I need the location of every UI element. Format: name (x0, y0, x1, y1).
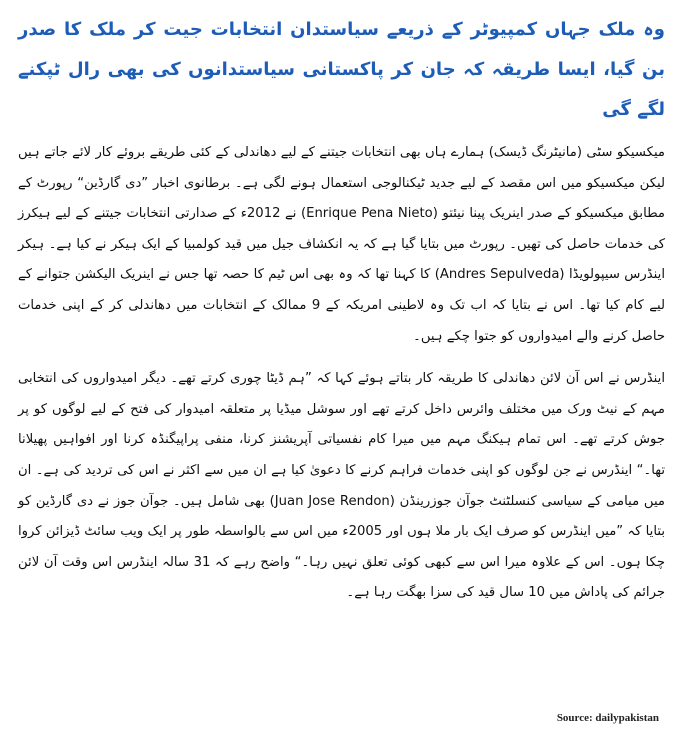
article-paragraph-1: میکسیکو سٹی (مانیٹرنگ ڈیسک) ہمارے ہاں بھی انتخابات جیتنے کے لیے دھاندلی کے کئی طریقے بروئے کار لائے جاتے ہیں لیکن میکسیکو میں اس مقصد کے لیے جدید ٹیکنالوجی استعمال ہونے لگی ہے۔ برطانوی اخبار ”دی گارڈین“ رپورٹ کے مطابق میکسیکو کے صدر اینریک پینا نیئتو (Enrique Pena Nieto) نے 2012ء کے صدارتی انتخابات جیتنے کے لیے ہیکرز کی خدمات حاصل کی تھیں۔ رپورٹ میں بتایا گیا ہے کہ یہ انکشاف جیل میں قید کولمبیا کے ایک ہیکر نے کیا ہے۔ ہیکر اینڈرس سیپولویڈا (Andres Sepulveda) کا کہنا تھا کہ وہ بھی اس ٹیم کا حصہ تھا جس نے اینریک الیکشن جتوانے کے لیے کام کیا تھا۔ اس نے بتایا کہ اب تک وہ لاطینی امریکہ کے 9 ممالک کے انتخابات میں دھاندلی کر کے اپنی خدمات حاصل کرنے والے امیدواروں کو جتوا چکے ہیں۔ (18, 145, 665, 344)
source-credit: Source: dailypakistan (556, 712, 659, 724)
article-paragraph-2: اینڈرس نے اس آن لائن دھاندلی کا طریقہ کار بتاتے ہوئے کہا کہ ”ہم ڈیٹا چوری کرتے تھے۔ دیگر امیدواروں کی انتخابی مہم کے نیٹ ورک میں مختلف وائرس داخل کرتے تھے اور سوشل میڈیا پر متعلقہ امیدوار کی فتح کے لیے لوگوں کو پر جوش کرتے تھے۔ اس تمام ہیکنگ مہم میں میرا کام نفسیاتی آپریشنز کرنا، منفی پراپیگنڈہ کرنا اور افواہیں پھیلانا تھا۔“ اینڈرس نے جن لوگوں کو اپنی خدمات فراہم کرنے کا دعویٰ کیا ہے ان میں سے اکثر نے اس کی تردید کی ہے۔ ان میں میامی کے سیاسی کنسلٹنٹ جوآن جوزرینڈن (Juan Jose Rendon) بھی شامل ہیں۔ جوآن جوز نے دی گارڈین کو بتایا کہ ”میں اینڈرس کو صرف ایک بار ملا ہوں اور 2005ء میں اس سے بالواسطہ طور پر ایک ویب سائٹ ڈیزائن کروا چکا ہوں۔ اس کے علاوہ میرا اس سے کبھی کوئی تعلق نہیں رہا۔“ واضح رہے کہ 31 سالہ اینڈرس اس وقت آن لائن جرائم کی پاداش میں 10 سال قید کی سزا بھگت رہا ہے۔ (18, 371, 665, 601)
article-headline: وہ ملک جہاں کمپیوٹر کے ذریعے سیاستدان انتخابات جیت کر ملک کا صدر بن گیا، ایسا طریقہ کہ جان کر پاکستانی سیاستدانوں کی بھی رال ٹپکنے لگے گی (18, 19, 665, 120)
